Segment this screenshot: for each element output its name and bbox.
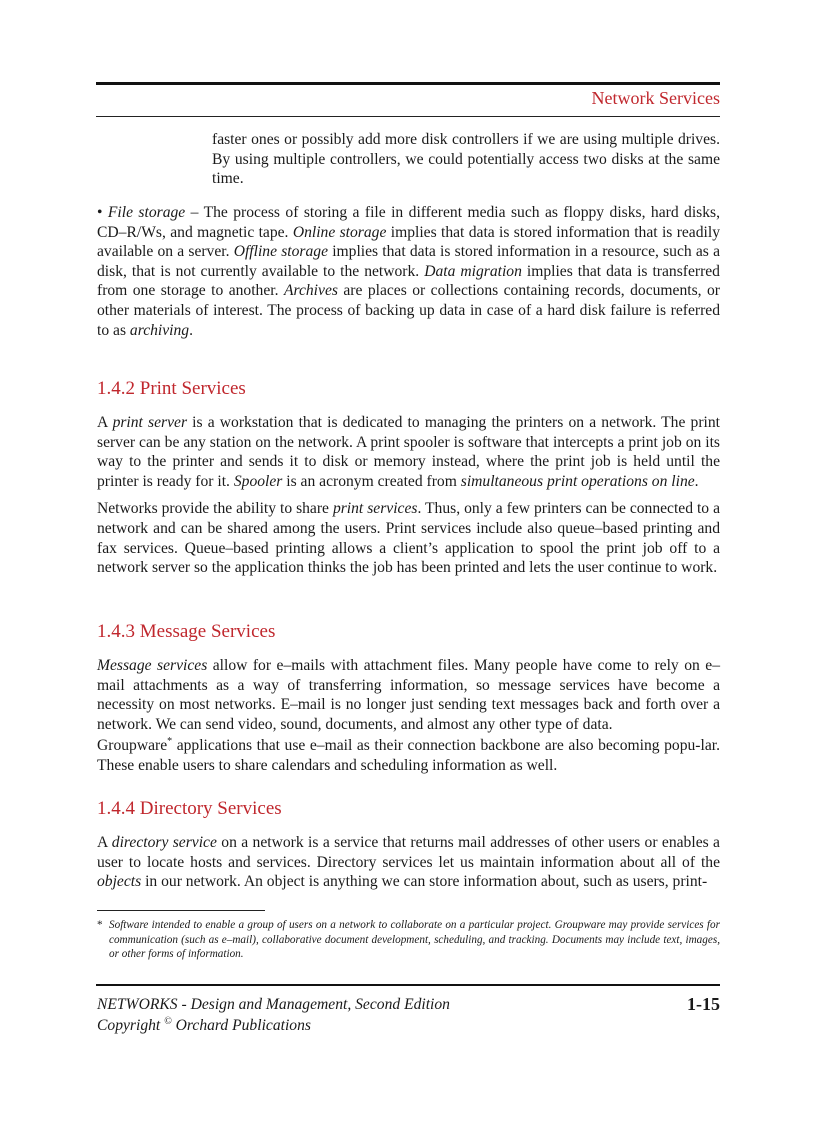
- section-heading-directory: 1.4.4 Directory Services: [97, 798, 282, 819]
- message-paragraph-1: Message services allow for e–mails with attachment files. Many people have come to rely on e–mail attachments as a way of transferring information, so message services have become a necessity on most networks. E–mail is no longer just sending text messages back and forth over a network. We can send video, sound, documents, and almost any other type of data.: [97, 657, 720, 733]
- message-services-section: [97, 656, 720, 776]
- footnote-mark: *: [97, 919, 103, 931]
- footnote-reference: *: [167, 736, 173, 748]
- running-header-title: Network Services: [591, 88, 720, 108]
- print-paragraph-1: A print server is a workstation that is dedicated to managing the printers on a network. The print server can be any station on the network. A print spooler is software that intercepts a print job on its way to the printer and sends it to disk or memory instead, where the print job is held until the printer is ready for it. Spooler is an acronym created from simultaneous print operations on line.: [97, 414, 720, 490]
- print-services-section: [97, 413, 720, 578]
- copyright-symbol: ©: [164, 1015, 172, 1027]
- directory-paragraph-1: A directory service on a network is a service that returns mail addresses of other users or enables a user to locate hosts and services. Directory services let us maintain information about all of the objects in our network. An object is anything we can store information about, such as users, print-: [97, 834, 720, 891]
- footer-rule: [96, 984, 720, 986]
- footer-copyright: Copyright © Orchard Publications: [97, 1015, 311, 1034]
- file-storage-bullet: • File storage – The process of storing a file in different media such as floppy disks, hard disks, CD–R/Ws, and magnetic tape. Online storage implies that data is stored information that is readily available on a server. Offline storage implies that data is stored information in a resource, such as a disk, that is not currently available to the network. Data migration implies that data is transferred from one storage to another. Archives are places or collections containing records, documents, or other materials of interest. The process of backing up data in case of a hard disk failure is referred to as archiving.: [97, 204, 720, 339]
- section-heading-message: 1.4.3 Message Services: [97, 621, 276, 642]
- footnote: [97, 918, 720, 962]
- file-storage-term: File storage: [107, 204, 186, 221]
- header-rule-bottom: [96, 116, 720, 117]
- bullet-icon: •: [97, 204, 103, 221]
- continuation-paragraph: [212, 130, 720, 189]
- page-number: 1-15: [687, 994, 720, 1014]
- header-rule-top: [96, 82, 720, 85]
- message-paragraph-2: Groupware* applications that use e–mail as their connection backbone are also becoming popu-lar. These enable users to share calendars and scheduling information as well.: [97, 736, 720, 774]
- footnote-text: Software intended to enable a group of users on a network to collaborate on a particular project. Groupware may provide services for communication (such as e–mail), collaborative document development, scheduling, and tracking. Documents may include text, images, or other forms of information.: [109, 919, 720, 961]
- footnote-rule: [97, 910, 265, 911]
- footer-book-title: NETWORKS - Design and Management, Second Edition: [97, 996, 450, 1013]
- continuation-text: faster ones or possibly add more disk controllers if we are using multiple drives. By using multiple controllers, we could potentially access two disks at the same time.: [212, 131, 720, 188]
- directory-services-section: [97, 833, 720, 892]
- print-paragraph-2: Networks provide the ability to share print services. Thus, only a few printers can be connected to a network and can be shared among the users. Print services include also queue–based printing and fax services. Queue–based printing allows a client’s application to spool the print job off to a network server so the application thinks the job has been printed and lets the user continue to work.: [97, 500, 720, 577]
- section-heading-print: 1.4.2 Print Services: [97, 378, 246, 399]
